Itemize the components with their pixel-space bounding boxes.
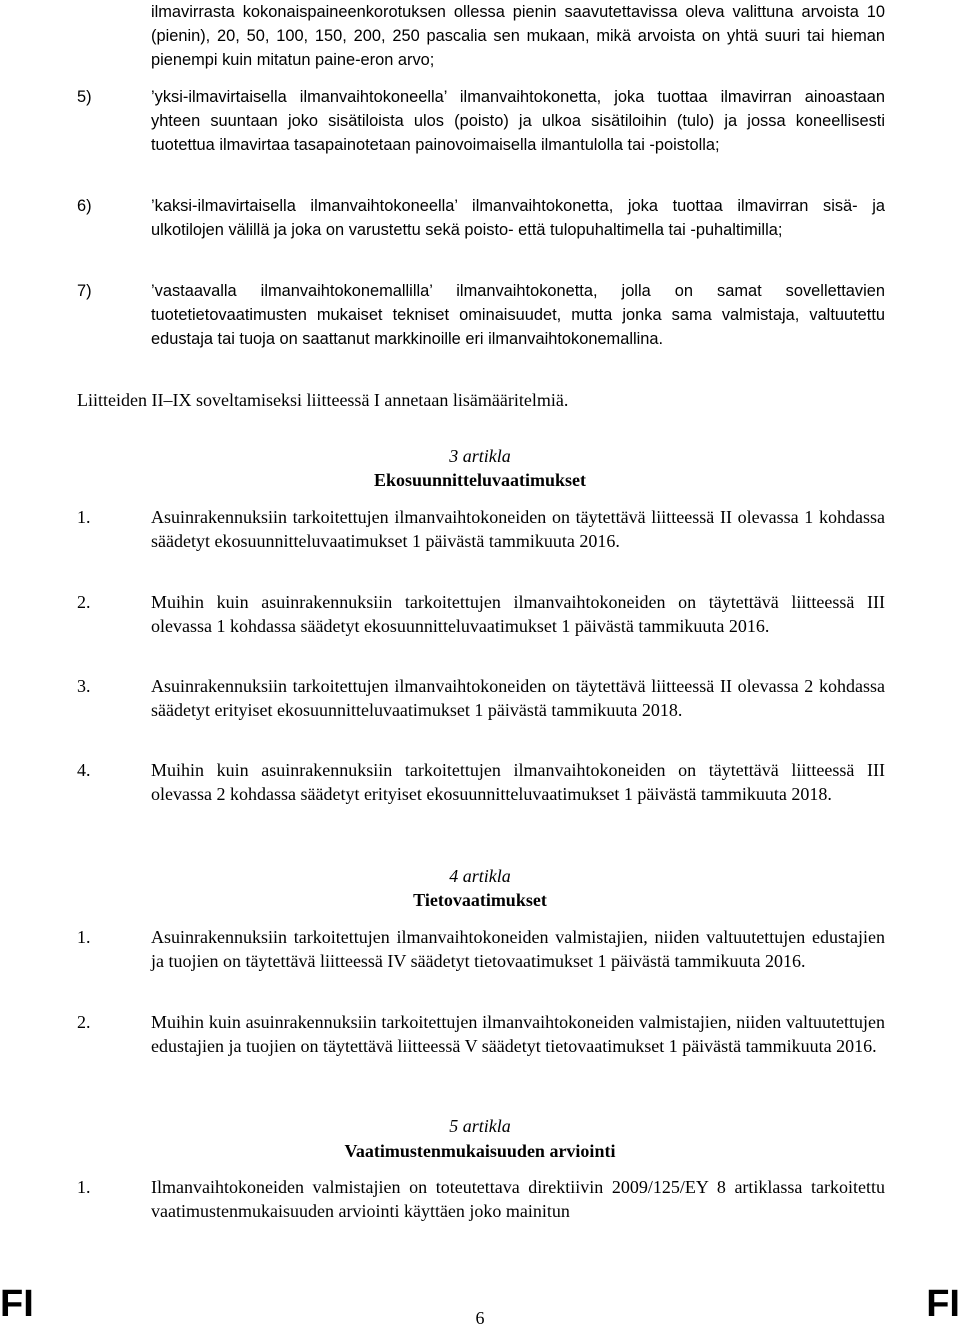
paragraph-number: 1.: [77, 1177, 91, 1197]
article-paragraph: [77, 1010, 885, 1058]
article-number: 5 artikla: [449, 1116, 511, 1136]
article-title: Vaatimustenmukaisuuden arviointi: [344, 1141, 616, 1161]
article-paragraph: [77, 758, 885, 806]
paragraph-text: Asuinrakennuksiin tarkoitettujen ilmanvaihtokoneiden valmistajien, niiden valtuutettujen edustajien ja tuojien on täytettävä liitteessä IV säädetyt tietovaatimukset 1 päivästä tammikuuta 2016.: [151, 927, 885, 972]
article-title: Ekosuunnitteluvaatimukset: [373, 470, 587, 490]
article-paragraph: [77, 590, 885, 638]
article-paragraph: [77, 1175, 885, 1223]
paragraph-number: 1.: [77, 927, 91, 947]
paragraph-text: Muihin kuin asuinrakennuksiin tarkoitettujen ilmanvaihtokoneiden on täytettävä liitteessä III olevassa 1 kohdassa säädetyt ekosuunnitteluvaatimukset 1 päivästä tammikuuta 2016.: [151, 592, 885, 637]
continuation-paragraph: ilmavirrasta kokonaispaineenkorotuksen ollessa pienin saavutettavissa oleva valittuna arvoista 10 (pienin), 20, 50, 100, 150, 200, 250 pascalia sen mukaan, mikä arvoista on yhtä suuri tai hieman pienempi kuin mitatun paine-eron arvo;: [151, 3, 885, 70]
definition-number: 6): [77, 197, 92, 215]
footer-language-right: FI: [926, 1283, 960, 1325]
paragraph-text: Muihin kuin asuinrakennuksiin tarkoitettujen ilmanvaihtokoneiden on täytettävä liitteessä III olevassa 2 kohdassa säädetyt erityiset ekosuunnitteluvaatimukset 1 päivästä tammikuuta 2018.: [151, 760, 885, 805]
definition-number: 5): [77, 88, 92, 106]
definition-text: ’kaksi-ilmavirtaisella ilmanvaihtokoneella’ ilmanvaihtokonetta, joka tuottaa ilmavirran sisä- ja ulkotilojen välillä ja joka on varustettu sekä poisto- että tulopuhaltimella tai -puhaltimilla;: [151, 197, 885, 240]
definition-number: 7): [77, 282, 92, 300]
footer-language-left: FI: [0, 1283, 34, 1325]
definition-item: [77, 194, 885, 242]
paragraph-text: Muihin kuin asuinrakennuksiin tarkoitettujen ilmanvaihtokoneiden valmistajien, niiden valtuutettujen edustajien ja tuojien on täytettävä liitteessä V säädetyt tietovaatimukset 1 päivästä tammikuuta 2016.: [151, 1012, 885, 1057]
paragraph-text: Asuinrakennuksiin tarkoitettujen ilmanvaihtokoneiden on täytettävä liitteessä II olevassa 2 kohdassa säädetyt erityiset ekosuunnitteluvaatimukset 1 päivästä tammikuuta 2018.: [151, 676, 885, 721]
paragraph-number: 2.: [77, 592, 91, 612]
article-number: 3 artikla: [449, 446, 511, 466]
definition-item: [77, 279, 885, 352]
article-paragraph: [77, 925, 885, 973]
paragraph-text: Asuinrakennuksiin tarkoitettujen ilmanvaihtokoneiden on täytettävä liitteessä II olevassa 1 kohdassa säädetyt ekosuunnitteluvaatimukset 1 päivästä tammikuuta 2016.: [151, 507, 885, 552]
footer-page-number: 6: [475, 1308, 485, 1328]
annex-note: Liitteiden II–IX soveltamiseksi liitteessä I annetaan lisämääritelmiä.: [77, 390, 569, 410]
article-paragraph: [77, 505, 885, 553]
paragraph-number: 1.: [77, 507, 91, 527]
paragraph-text: Ilmanvaihtokoneiden valmistajien on toteutettava direktiivin 2009/125/EY 8 artiklassa tarkoitettu vaatimustenmukaisuuden arviointi käyttäen joko mainitun: [151, 1177, 885, 1222]
article-number: 4 artikla: [449, 866, 511, 886]
article-title: Tietovaatimukset: [413, 890, 547, 910]
paragraph-number: 2.: [77, 1012, 91, 1032]
paragraph-number: 3.: [77, 676, 91, 696]
article-paragraph: [77, 674, 885, 722]
definition-text: ’yksi-ilmavirtaisella ilmanvaihtokoneella’ ilmanvaihtokonetta, joka tuottaa ilmavirran ainoastaan yhteen suuntaan joko sisätiloista ulos (poisto) ja ulkoa sisätiloihin (tulo) ja jossa koneellisesti tuotettua ilmavirtaa tasapainotetaan painovoimaisella ilmantulolla tai -poistolla;: [151, 88, 885, 155]
paragraph-number: 4.: [77, 760, 91, 780]
definition-item: [77, 85, 885, 158]
definition-text: ’vastaavalla ilmanvaihtokonemallilla’ ilmanvaihtokonetta, jolla on samat sovellettavien tuotetietovaatimusten mukaiset tekniset ominaisuudet, mutta jonka sama valmistaja, valtuutettu edustaja tai tuoja on saattanut markkinoille eri ilmanvaihtokonemallina.: [151, 282, 885, 349]
